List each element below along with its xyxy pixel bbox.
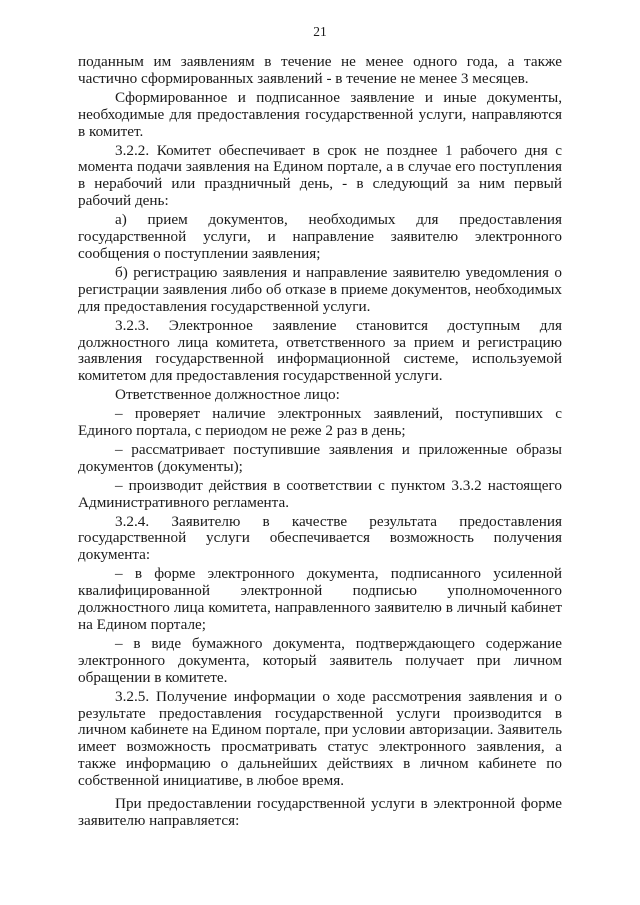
paragraph-checks-applications: – проверяет наличие электронных заявлений, поступивших с Единого портала, с периодом не реже 2 раз в день; [78,405,562,440]
paragraph-reviews-applications: – рассматривает поступившие заявления и приложенные образы документов (документы); [78,440,562,475]
paragraph-submission: Сформированное и подписанное заявление и иные документы, необходимые для предоставления государственной услуги, направляются в комитет. [78,88,562,140]
paragraph-electronic-form: При предоставлении государственной услуги в электронной форме заявителю направляется: [78,795,562,829]
paragraph-3-2-2-a: а) прием документов, необходимых для предоставления государственной услуги, и направление заявителю электронного сообщения о поступлении заявления; [78,211,562,262]
page-number: 21 [313,24,327,39]
paragraph-3-2-2: 3.2.2. Комитет обеспечивает в срок не позднее 1 рабочего дня с момента подачи заявления на Едином портале, а в случае его поступления в нерабочий или праздничный день, - в следующий за ним первый рабочий день: [78,141,562,210]
paragraph-3-2-4: 3.2.4. Заявителю в качестве результата предоставления государственной услуги обеспечивается возможность получения документа: [78,512,562,564]
paragraph-3-2-2-b: б) регистрацию заявления и направление заявителю уведомления о регистрации заявления либо об отказе в приеме документов, необходимых для предоставления государственной услуги. [78,263,562,315]
paragraph-3-2-5: 3.2.5. Получение информации о ходе рассмотрения заявления и о результате предоставления государственной услуги производится в личном кабинете на Едином портале, при условии авторизации. Заявитель имеет возможность просматривать статус электронного заявления, а также информацию о дальнейших действиях в личном кабинете по собственной инициативе, в любое время. [78,687,562,790]
paragraph-continuation: поданным им заявлениям в течение не менее одного года, а также частично сформированных заявлений - в течение не менее 3 месяцев. [78,53,562,87]
paragraph-responsible-official: Ответственное должностное лицо: [115,386,340,404]
paragraph-performs-actions: – производит действия в соответствии с пунктом 3.3.2 настоящего Административного регламента. [78,476,562,511]
paragraph-electronic-document: – в форме электронного документа, подписанного усиленной квалифицированной электронной подписью уполномоченного должностного лица комитета, направленного заявителю в личный кабинет на Едином портале; [78,565,562,633]
paragraph-paper-document: – в виде бумажного документа, подтверждающего содержание электронного документа, который заявитель получает при личном обращении в комитете. [78,634,562,686]
document-body [78,54,562,832]
paragraph-3-2-3: 3.2.3. Электронное заявление становится доступным для должностного лица комитета, ответственного за прием и регистрацию заявления государственной информационной системе, используемой комитетом для предоставления государственной услуги. [78,316,562,385]
